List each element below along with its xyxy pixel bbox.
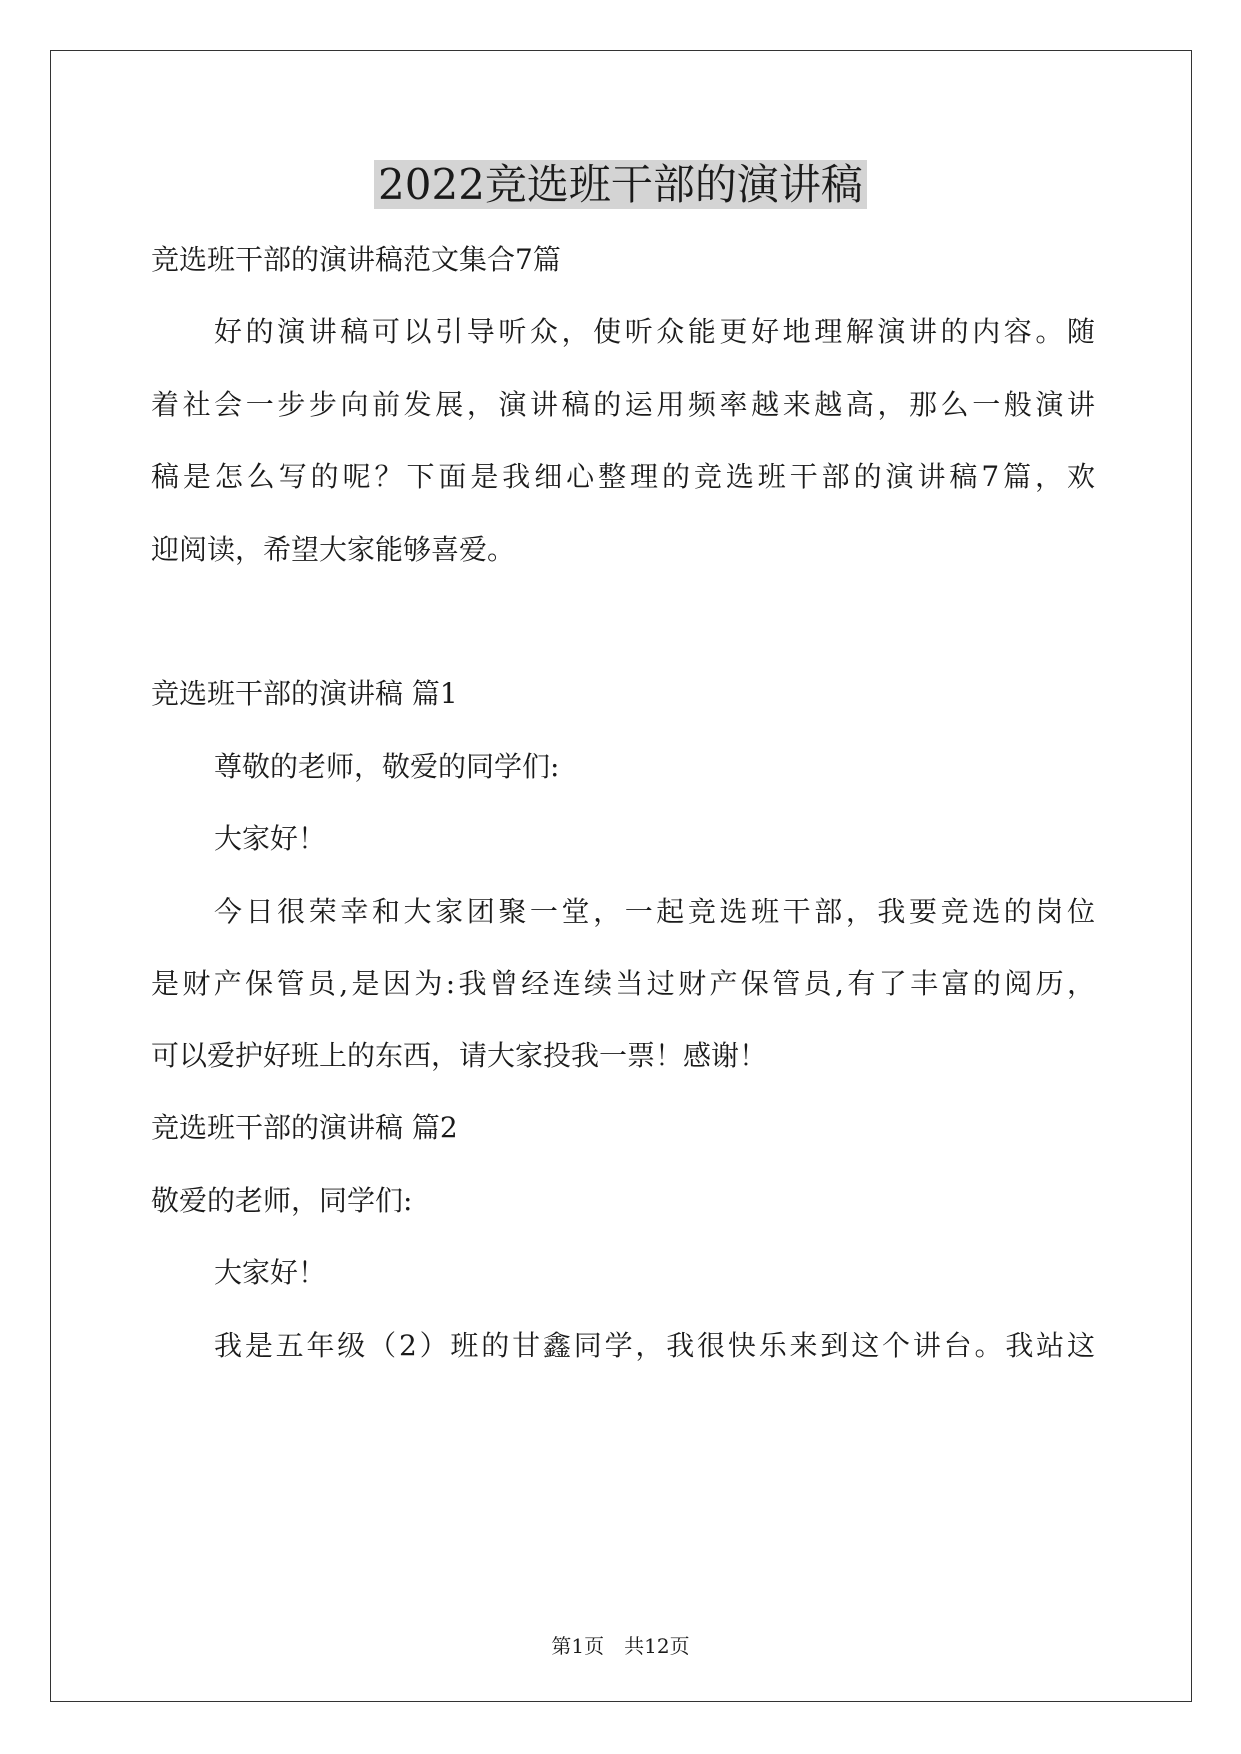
document-title	[0, 156, 1241, 214]
page-footer: 第1页 共12页	[551, 1634, 690, 1658]
section-2-body-line-1: 我是五年级（2）班的甘鑫同学，我很快乐来到这个讲台。我站这	[214, 1329, 1095, 1362]
section-1-salutation: 尊敬的老师，敬爱的同学们:	[214, 750, 560, 783]
intro-line-1: 好的演讲稿可以引导听众，使听众能更好地理解演讲的内容。随	[214, 315, 1095, 348]
intro-line-3: 稿是怎么写的呢？下面是我细心整理的竞选班干部的演讲稿7篇，欢	[151, 460, 1095, 493]
section-1-body-line-1: 今日很荣幸和大家团聚一堂，一起竞选班干部，我要竞选的岗位	[214, 895, 1095, 928]
section-2-greeting: 大家好！	[214, 1256, 327, 1289]
intro-line-2: 着社会一步步向前发展，演讲稿的运用频率越来越高，那么一般演讲	[151, 388, 1095, 421]
document-title-text: 2022竞选班干部的演讲稿	[374, 160, 867, 209]
section-2-salutation: 敬爱的老师，同学们:	[151, 1184, 413, 1217]
page-border	[50, 50, 1192, 1702]
section-1-heading: 竞选班干部的演讲稿 篇1	[151, 677, 458, 710]
intro-line-4: 迎阅读，希望大家能够喜爱。	[151, 533, 516, 566]
section-1-greeting: 大家好！	[214, 822, 327, 855]
section-2-heading: 竞选班干部的演讲稿 篇2	[151, 1111, 458, 1144]
document-subtitle: 竞选班干部的演讲稿范文集合7篇	[151, 243, 561, 276]
section-1-body-line-2: 是财产保管员,是因为:我曾经连续当过财产保管员,有了丰富的阅历，	[151, 967, 1095, 1000]
section-1-body-line-3: 可以爱护好班上的东西，请大家投我一票！感谢！	[151, 1039, 768, 1072]
